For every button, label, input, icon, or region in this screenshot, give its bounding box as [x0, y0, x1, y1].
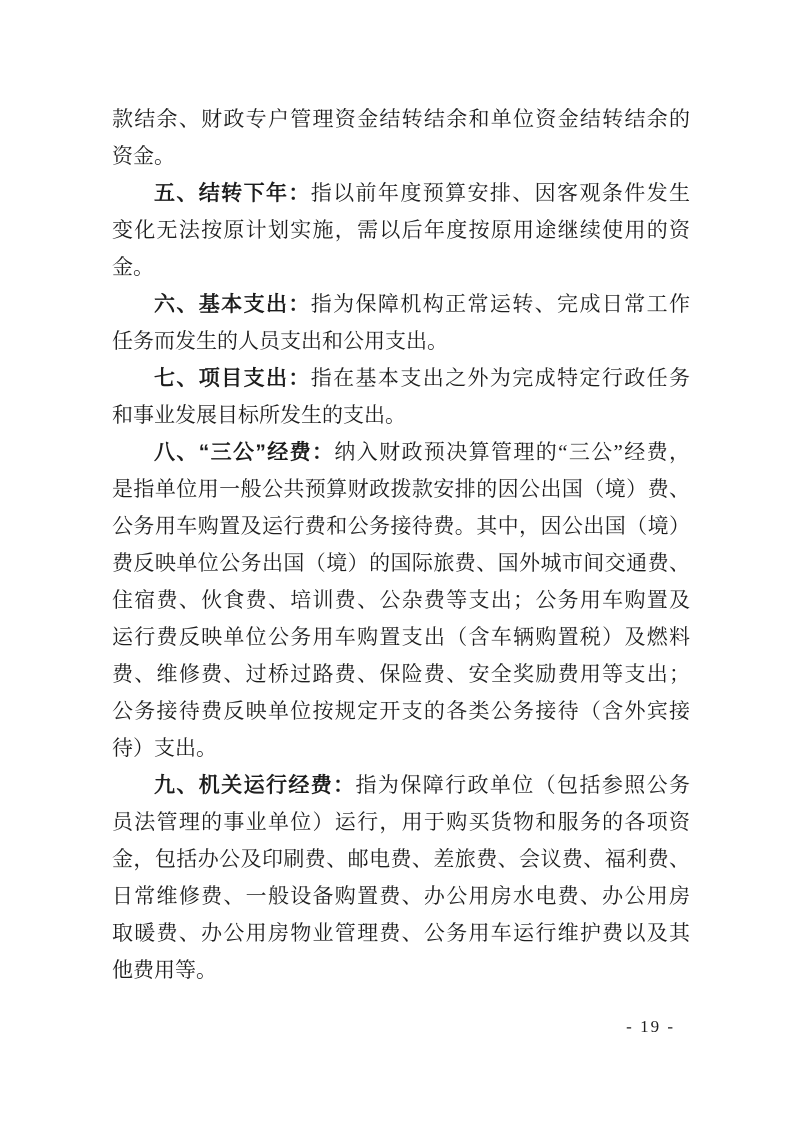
- text-line: [112, 471, 690, 508]
- line-text: 指为保障机构正常运转、完成日常工作: [310, 292, 691, 316]
- text-line: [112, 804, 690, 841]
- term-heading: 六、基本支出：: [154, 293, 311, 316]
- document-content: [112, 101, 690, 989]
- text-line: [112, 619, 690, 656]
- text-line: [112, 730, 690, 767]
- line-text: 取暖费、办公用房物业管理费、公务用车运行维护费以及其: [112, 921, 690, 945]
- paragraph-carryover-funds-continuation: [112, 101, 690, 175]
- line-text: 费反映单位公务出国（境）的国际旅费、国外城市间交通费、: [112, 551, 690, 575]
- text-line: [112, 767, 690, 804]
- line-text: 待）支出。: [112, 736, 217, 760]
- text-line: [112, 582, 690, 619]
- term-heading: 五、结转下年：: [154, 182, 311, 205]
- line-text: 公务用车购置及运行费和公务接待费。其中，因公出国（境）: [112, 514, 690, 538]
- line-text: 指为保障行政单位（包括参照公务: [355, 773, 691, 797]
- line-text: 运行费反映单位公务用车购置支出（含车辆购置税）及燃料: [112, 625, 690, 649]
- paragraph-term-7-project-expenditure: [112, 360, 690, 434]
- text-line: [112, 952, 690, 989]
- line-text: 纳入财政预决算管理的“三公”经费，: [334, 440, 691, 464]
- term-heading: 九、机关运行经费：: [154, 774, 356, 797]
- line-text: 任务而发生的人员支出和公用支出。: [112, 329, 448, 353]
- text-line: [112, 360, 690, 397]
- text-line: [112, 249, 690, 286]
- line-text: 公务接待费反映单位按规定开支的各类公务接待（含外宾接: [112, 699, 690, 723]
- term-heading: 七、项目支出：: [154, 367, 311, 390]
- text-line: [112, 915, 690, 952]
- line-text: 指以前年度预算安排、因客观条件发生: [310, 181, 691, 205]
- text-line: [112, 323, 690, 360]
- text-line: [112, 286, 690, 323]
- text-line: [112, 693, 690, 730]
- line-text: 指在基本支出之外为完成特定行政任务: [310, 366, 691, 390]
- paragraph-term-5-carryforward-to-next-year: [112, 175, 690, 286]
- line-text: 费、维修费、过桥过路费、保险费、安全奖励费用等支出；: [112, 662, 690, 686]
- paragraph-term-6-basic-expenditure: [112, 286, 690, 360]
- line-text: 住宿费、伙食费、培训费、公杂费等支出；公务用车购置及: [112, 588, 690, 612]
- line-text: 是指单位用一般公共预算财政拨款安排的因公出国（境）费、: [112, 477, 690, 501]
- line-text: 他费用等。: [112, 958, 217, 982]
- text-line: [112, 175, 690, 212]
- line-text: 金。: [112, 255, 154, 279]
- text-line: [112, 878, 690, 915]
- text-line: [112, 545, 690, 582]
- text-line: [112, 138, 690, 175]
- text-line: [112, 434, 690, 471]
- page-number: - 19 -: [626, 1017, 675, 1036]
- line-text: 和事业发展目标所发生的支出。: [112, 403, 406, 427]
- line-text: 变化无法按原计划实施，需以后年度按原用途继续使用的资: [112, 218, 690, 242]
- line-text: 款结余、财政专户管理资金结转结余和单位资金结转结余的: [112, 107, 690, 131]
- text-line: [112, 101, 690, 138]
- text-line: [112, 212, 690, 249]
- text-line: [112, 508, 690, 545]
- paragraph-term-8-three-public-funds: [112, 434, 690, 767]
- text-line: [112, 656, 690, 693]
- line-text: 员法管理的事业单位）运行，用于购买货物和服务的各项资: [112, 810, 690, 834]
- text-line: [112, 841, 690, 878]
- text-line: [112, 397, 690, 434]
- line-text: 金，包括办公及印刷费、邮电费、差旅费、会议费、福利费、: [112, 847, 690, 871]
- term-heading: 八、“三公”经费：: [154, 441, 335, 464]
- line-text: 日常维修费、一般设备购置费、办公用房水电费、办公用房: [112, 884, 690, 908]
- line-text: 资金。: [112, 144, 175, 168]
- paragraph-term-9-agency-operating-funds: [112, 767, 690, 989]
